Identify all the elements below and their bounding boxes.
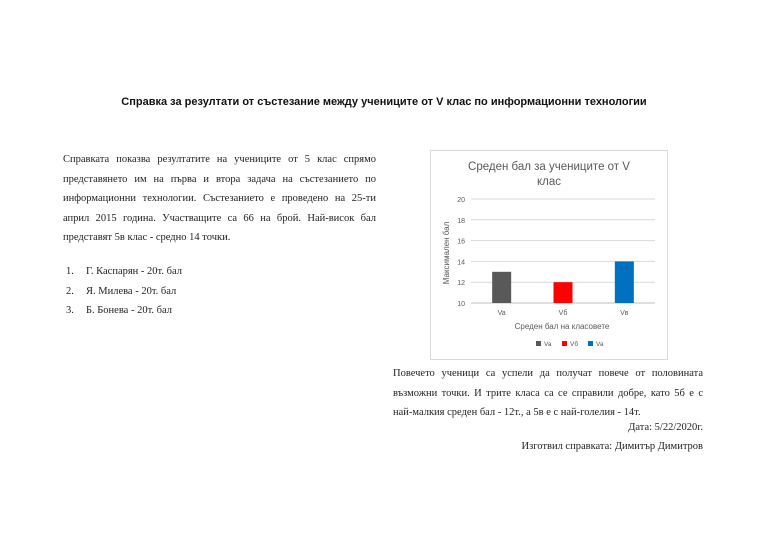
chart-container: [430, 150, 668, 360]
y-tick-label: 20: [457, 197, 465, 204]
list-text: Г. Каспарян - 20т. бал: [86, 266, 182, 277]
author-line: Изготвил справката: Димитър Димитров: [521, 441, 703, 452]
document-title: Справка за резултати от състезание между учениците от V клас по информационни технологии: [121, 96, 647, 108]
list-number: 2.: [66, 285, 74, 297]
y-axis-label: Максимален бал: [442, 221, 451, 285]
legend-swatch: [536, 341, 541, 346]
bar: [615, 261, 634, 303]
x-tick-label: Va: [497, 310, 506, 317]
chart-title-line: клас: [536, 176, 562, 188]
intro-paragraph: Справката показва резултатите на учениците от 5 клас спрямо представянето им на първа и втора задача на състезанието по информационни технологии. Състезанието е проведено на 25-ти април 2015 година. Участващите са 66 на брой. Най-висок бал представят 5в клас - средно 14 точки.: [63, 154, 376, 243]
y-tick-label: 18: [457, 217, 465, 225]
y-tick-label: 12: [457, 280, 465, 288]
list-number: 1.: [66, 266, 74, 277]
y-tick-label: 16: [457, 238, 465, 246]
chart-title-line: Среден бал за учениците от V: [468, 161, 630, 173]
y-tick-label: 14: [457, 259, 465, 267]
x-tick-label: Vв: [620, 310, 629, 317]
bar: [492, 272, 511, 303]
summary-paragraph: Повечето ученици са успели да получат повече от половината възможни точки. И трите класа са се справили добре, като 5б е с най-малкия среден бал - 12т., а 5в е с най-голелия - 14т.: [393, 368, 703, 418]
date-line: Дата: 5/22/2020г.: [628, 422, 703, 433]
list-number: 3.: [66, 305, 74, 316]
legend-label: Va: [544, 341, 552, 348]
legend-swatch: [562, 341, 567, 346]
legend-label: Vб: [570, 341, 579, 348]
list-item: [66, 262, 182, 282]
list-text: Я. Милева - 20т. бал: [86, 285, 177, 297]
list-text: Б. Бонева - 20т. бал: [86, 305, 172, 316]
x-tick-label: Vб: [558, 310, 568, 317]
legend-swatch: [588, 341, 593, 346]
bar-chart: [431, 151, 667, 359]
y-tick-label: 10: [457, 301, 465, 308]
x-axis-label: Среден бал на класовете: [514, 322, 610, 331]
legend-label: Va: [596, 341, 604, 348]
list-item: [66, 282, 182, 302]
bar: [554, 282, 573, 303]
winners-list: [66, 262, 182, 321]
list-item: [66, 301, 182, 321]
